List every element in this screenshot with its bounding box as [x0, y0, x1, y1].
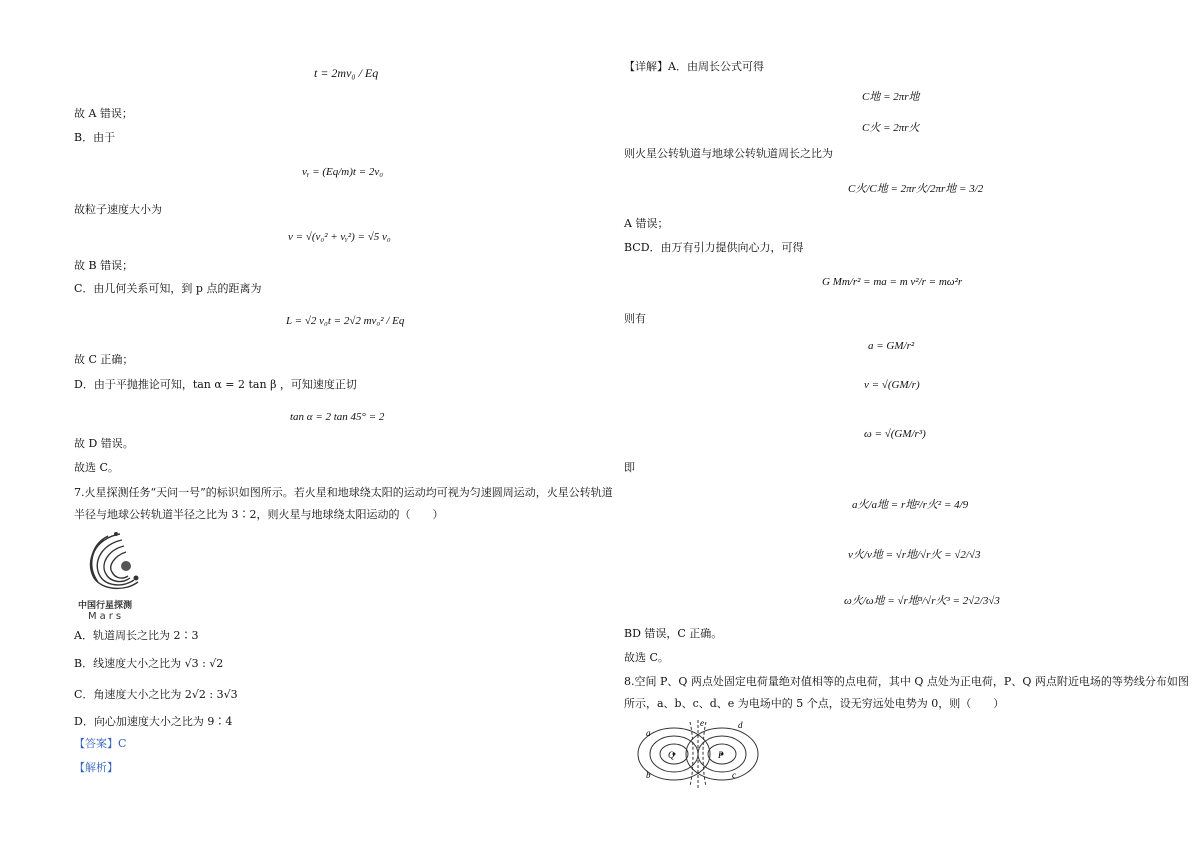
equation-circumference-ratio: C火/C地 = 2πr火/2πr地 = 3/2 [848, 183, 984, 195]
label-c: c [732, 770, 736, 780]
text-line: 故选 C。 [74, 461, 119, 474]
label-p: P [718, 750, 724, 760]
equation-ratio-v: v火/v地 = √r地/√r火 = √2/√3 [848, 549, 981, 561]
text-line: BCD．由万有引力提供向心力，可得 [624, 241, 804, 254]
question-7-text: 半径与地球公转轨道半径之比为 3∶2，则火星与地球绕太阳运动的（ ） [74, 508, 444, 521]
text-line: 故粒子速度大小为 [74, 203, 162, 216]
text-line: B．由于 [74, 131, 116, 144]
question-8-text: 8.空间 P、Q 两点处固定电荷量绝对值相等的点电荷，其中 Q 点处为正电荷，P、Q 两点附近电场的等势线分布如图 [624, 675, 1189, 688]
answer-label: 【答案】C [74, 737, 127, 750]
equation-t: t = 2mv₀ / Eq [314, 66, 379, 80]
question-8-text: 所示，a、b、c、d、e 为电场中的 5 个点，设无穷远处电势为 0，则（ ） [624, 697, 1005, 710]
equation-tan: tan α = 2 tan 45° = 2 [290, 411, 385, 423]
equation-c-earth: C地 = 2πr地 [862, 91, 920, 103]
analysis-label: 【解析】 [74, 761, 118, 774]
text-line: 故 C 正确； [74, 353, 134, 366]
text-line: C．由几何关系可知，到 p 点的距离为 [74, 282, 262, 295]
question-7-text: 7.火星探测任务“天问一号”的标识如图所示。若火星和地球绕太阳的运动均可视为匀速圆周运动，火星公转轨道 [74, 486, 613, 499]
detail-heading: 【详解】A．由周长公式可得 [624, 60, 764, 73]
text-line: 即 [624, 461, 635, 474]
equation-ratio-omega: ω火/ω地 = √r地³/√r火³ = 2√2/3√3 [844, 595, 1000, 607]
text-line: 则火星公转轨道与地球公转轨道周长之比为 [624, 147, 833, 160]
equation-v: v = √(GM/r) [864, 379, 920, 391]
equation-L: L = √2 v₀t = 2√2 mv₀² / Eq [286, 315, 405, 327]
option-b[interactable]: B．线速度大小之比为 √3 : √2 [74, 657, 224, 670]
text-line: A 错误； [624, 217, 669, 230]
option-d[interactable]: D．向心加速度大小之比为 9∶4 [74, 715, 233, 728]
equation-vy: vᵧ = (Eq/m)t = 2v₀ [302, 166, 384, 178]
option-c[interactable]: C．角速度大小之比为 2√2 : 3√3 [74, 688, 238, 701]
text-line: 则有 [624, 312, 646, 325]
mars-logo-graphic [78, 530, 158, 594]
logo-caption-mars: Mars [88, 611, 125, 622]
equation-ratio-a: a火/a地 = r地²/r火² = 4/9 [852, 499, 969, 511]
text-line: 故 D 错误。 [74, 437, 134, 450]
text-line: BD 错误，C 正确。 [624, 627, 723, 640]
equation-v: v = √(v₀² + vᵧ²) = √5 v₀ [288, 231, 391, 243]
mars-logo [78, 530, 158, 622]
text-line: D．由于平抛推论可知，tan α = 2 tan β ，可知速度正切 [74, 378, 357, 391]
label-d: d [738, 720, 743, 730]
equation-omega: ω = √(GM/r³) [864, 428, 926, 440]
label-e: e [700, 718, 704, 728]
text-line: 故 A 错误； [74, 107, 133, 120]
text-line: 故选 C。 [624, 651, 669, 664]
equipotential-figure [628, 718, 768, 790]
option-a[interactable]: A．轨道周长之比为 2∶3 [74, 629, 199, 642]
logo-caption: 中国行星探测 [78, 601, 133, 611]
equation-a: a = GM/r² [868, 340, 915, 352]
equation-gravity: G Mm/r² = ma = m v²/r = mω²r [822, 276, 963, 288]
text-line: 故 B 错误； [74, 259, 134, 272]
equation-c-mars: C火 = 2πr火 [862, 122, 920, 134]
label-q: Q [668, 750, 675, 760]
equipotential-diagram [628, 718, 768, 790]
label-b: b [646, 770, 651, 780]
label-a: a [646, 728, 651, 738]
